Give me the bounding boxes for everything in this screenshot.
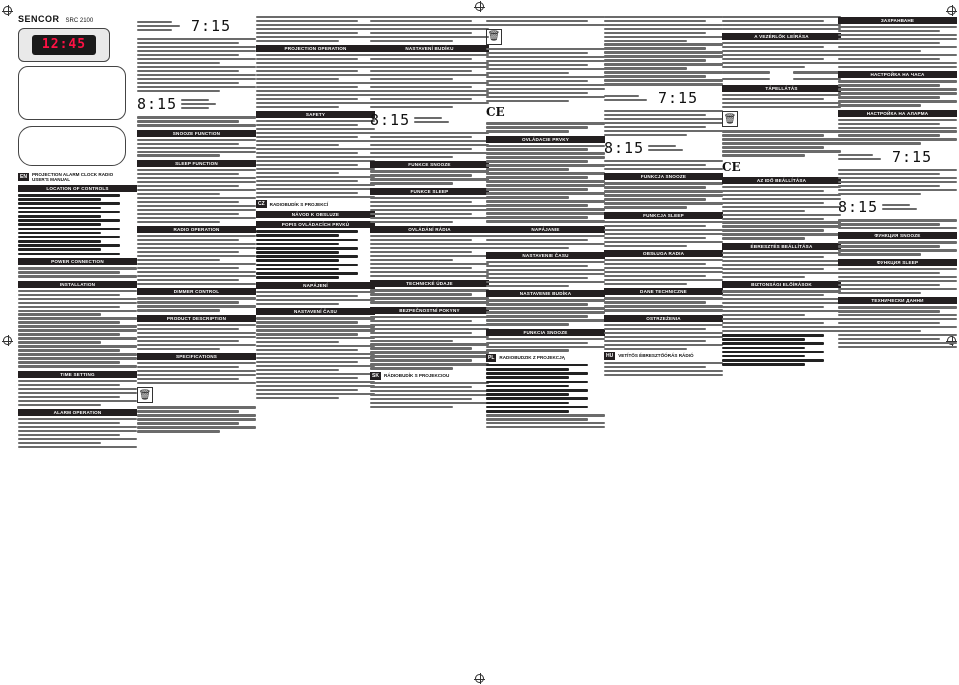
model-number: SRC 2100: [65, 18, 94, 24]
display-digits: 7:15: [191, 17, 232, 35]
ce-mark-icon: CE: [722, 159, 741, 174]
alarm-display-figure: [370, 111, 489, 129]
section-heading: NASTAVENIE BUDÍKA: [486, 290, 605, 297]
section-heading: SLEEP FUNCTION: [137, 160, 256, 167]
section-heading: PRODUCT DESCRIPTION: [137, 315, 256, 322]
section-heading: OVLÁDÁNÍ RÁDIA: [370, 226, 489, 233]
alarm-display-figure: [604, 89, 723, 107]
section-heading: SAFETY: [256, 111, 375, 118]
display-digits: 7:15: [658, 88, 699, 107]
alarm-display-figure: [838, 148, 957, 166]
product-title: PROJECTION ALARM CLOCK RADIO: [31, 172, 114, 177]
alarm-display-figure: [604, 139, 723, 157]
section-heading: НАСТРОЙКА НА АЛАРМА: [838, 110, 957, 117]
section-heading: НАСТРОЙКА НА ЧАСА: [838, 71, 957, 78]
column-en-1: [18, 14, 137, 676]
section-heading: NAPÁJENÍ: [256, 282, 375, 289]
section-heading: LOCATION OF CONTROLS: [18, 185, 137, 192]
controls-diagram-back: [18, 126, 126, 166]
language-section-title: [370, 372, 489, 380]
section-heading: TIME SETTING: [18, 371, 137, 378]
section-heading: ÉBRESZTÉS BEÁLLÍTÁSA: [722, 243, 841, 250]
section-heading: DIMMER CONTROL: [137, 288, 256, 295]
section-heading: ЗАХРАНВАНЕ: [838, 17, 957, 24]
display-digits: 8:15: [838, 198, 879, 217]
weee-bin-icon: 🗑: [486, 29, 502, 45]
column-pl-hu: [604, 14, 723, 676]
section-heading: NASTAVENÍ BUDÍKU: [370, 45, 489, 52]
spec-table: [722, 76, 841, 82]
language-tag: PL: [488, 354, 495, 361]
section-heading: RADIO OPERATION: [137, 226, 256, 233]
section-heading: AZ IDŐ BEÁLLÍTÁSA: [722, 177, 841, 184]
section-heading: OBSŁUGA RADIA: [604, 250, 723, 257]
section-heading: TECHNICKÉ ÚDAJE: [370, 280, 489, 287]
spec-table: [722, 70, 841, 76]
language-tag: EN: [20, 174, 27, 180]
section-heading: ALARM OPERATION: [18, 409, 137, 416]
section-heading: BEZPEČNOSTNÍ POKYNY: [370, 307, 489, 314]
brand-logo: SENCOR: [18, 14, 60, 24]
section-heading: FUNKCJA SNOOZE: [604, 173, 723, 180]
language-section-title: [486, 354, 605, 362]
column-cz-sk: [370, 14, 489, 676]
column-sk-pl: [486, 14, 605, 676]
section-title: RADIOBUDZIK Z PROJEKCJĄ: [499, 355, 565, 361]
section-heading: NÁVOD K OBSLUZE: [256, 211, 375, 218]
brand-header: [18, 14, 137, 24]
language-section-title: [604, 352, 723, 360]
section-heading: FUNKCE SNOOZE: [370, 161, 489, 168]
section-title: RADIOBUDÍK S PROJEKCÍ: [269, 201, 329, 207]
clock-display: 12:45: [32, 35, 96, 55]
language-section-title: [256, 200, 375, 208]
language-tag: SK: [372, 372, 379, 379]
section-heading: FUNKCIA SNOOZE: [486, 329, 605, 336]
alarm-display-figure: [137, 17, 256, 35]
section-heading: FUNKCJA SLEEP: [604, 212, 723, 219]
section-title: RÁDIOBUDÍK S PROJEKCIOU: [383, 373, 450, 379]
section-heading: SNOOZE FUNCTION: [137, 130, 256, 137]
section-heading: TÁPELLÁTÁS: [722, 85, 841, 92]
alarm-display-figure: [838, 198, 957, 216]
section-heading: NASTAVENÍ ČASU: [256, 308, 375, 315]
section-heading: NASTAVENIE ČASU: [486, 252, 605, 259]
registration-mark-icon: [3, 6, 12, 15]
alarm-display-figure: [137, 95, 256, 113]
section-heading: OSTRZEŻENIA: [604, 315, 723, 322]
display-digits: 7:15: [892, 147, 933, 166]
section-title: VETÍTŐS ÉBRESZTŐÓRÁS RÁDIÓ: [618, 353, 694, 359]
section-heading: POWER CONNECTION: [18, 258, 137, 265]
display-digits: 8:15: [137, 95, 178, 114]
section-heading: INSTALLATION: [18, 281, 137, 288]
column-hu: [722, 14, 841, 676]
controls-diagram-front: [18, 66, 126, 120]
display-digits: 8:15: [370, 111, 411, 130]
language-tag: HU: [606, 352, 614, 359]
weee-bin-icon: 🗑: [722, 111, 738, 127]
product-photo: [18, 28, 110, 62]
language-tag: CZ: [258, 201, 265, 208]
section-heading: NAPÁJANIE: [486, 226, 605, 233]
section-heading: A VEZÉRLŐK LEÍRÁSA: [722, 33, 841, 40]
section-heading: FUNKCE SLEEP: [370, 188, 489, 195]
registration-mark-icon: [475, 2, 484, 11]
section-heading: POPIS OVLÁDACÍCH PRVKŮ: [256, 221, 375, 228]
language-section-title: [18, 172, 137, 182]
display-digits: 8:15: [604, 139, 645, 158]
section-heading: SPECIFICATIONS: [137, 353, 256, 360]
section-heading: ФУНКЦИЯ SNOOZE: [838, 232, 957, 239]
product-subtitle: USER'S MANUAL: [31, 177, 71, 182]
section-heading: ТЕХНИЧЕСКИ ДАННИ: [838, 297, 957, 304]
section-heading: PROJECTION OPERATION: [256, 45, 375, 52]
column-en-2: [137, 14, 256, 676]
section-heading: OVLÁDACIE PRVKY: [486, 136, 605, 143]
section-heading: ФУНКЦИЯ SLEEP: [838, 259, 957, 266]
ce-mark-icon: CE: [486, 105, 505, 120]
section-heading: BIZTONSÁGI ELŐÍRÁSOK: [722, 281, 841, 288]
section-heading: DANE TECHNICZNE: [604, 288, 723, 295]
column-en-cz: [256, 14, 375, 676]
weee-bin-icon: 🗑: [137, 387, 153, 403]
column-bg: [838, 14, 957, 676]
registration-mark-icon: [3, 336, 12, 345]
